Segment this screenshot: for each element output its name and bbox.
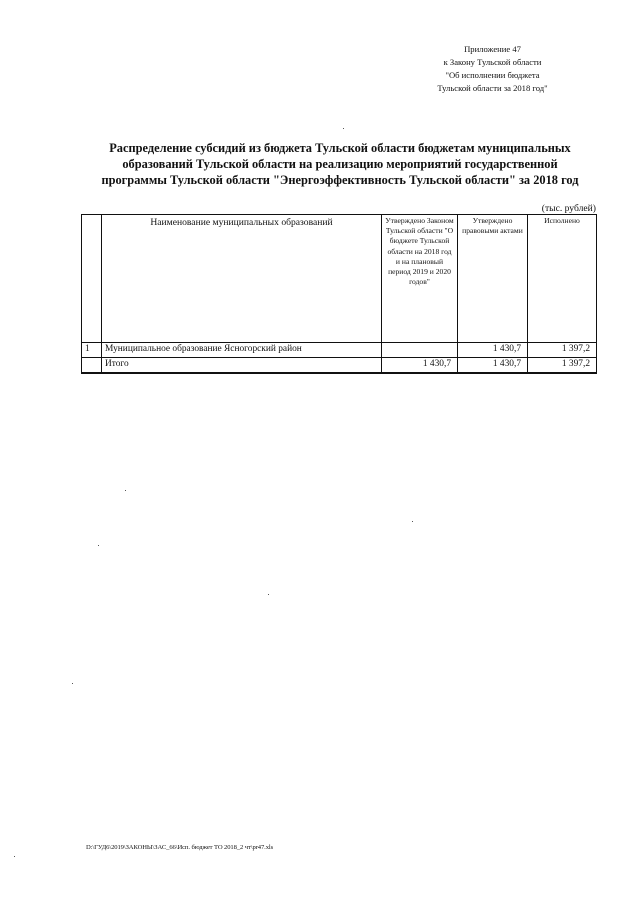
units-label: (тыс. рублей) bbox=[541, 203, 596, 214]
row-approved-acts: 1 430,7 bbox=[458, 343, 528, 358]
title-line-2: образований Тульской области на реализацию мероприятий государственной bbox=[122, 157, 558, 171]
header-name: Наименование муниципальных образований bbox=[102, 215, 382, 343]
header-executed: Исполнено bbox=[528, 215, 597, 343]
header-num bbox=[82, 215, 102, 343]
title-line-3: программы Тульской области "Энергоэффективность Тульской области" за 2018 год bbox=[101, 173, 579, 187]
total-approved-acts: 1 430,7 bbox=[458, 358, 528, 374]
total-label: Итого bbox=[102, 358, 382, 374]
header-approved-acts: Утверждено правовыми актами bbox=[458, 215, 528, 343]
appendix-line-1: Приложение 47 bbox=[464, 44, 521, 54]
appendix-line-3: "Об исполнении бюджета bbox=[445, 70, 540, 80]
scan-speck bbox=[72, 683, 73, 684]
header-approved-law: Утверждено Законом Тульской области "О бюджете Тульской области на 2018 год и на плановый период 2019 и 2020 годов" bbox=[382, 215, 458, 343]
table-total-row bbox=[82, 358, 597, 374]
appendix-line-2: к Закону Тульской области bbox=[443, 57, 542, 67]
scan-speck bbox=[268, 594, 269, 595]
row-executed: 1 397,2 bbox=[528, 343, 597, 358]
table-header-row bbox=[82, 215, 597, 343]
scan-speck bbox=[14, 856, 15, 857]
scan-speck bbox=[125, 490, 126, 491]
title-line-1: Распределение субсидий из бюджета Тульской области бюджетам муниципальных bbox=[109, 141, 571, 155]
appendix-line-4: Тульской области за 2018 год" bbox=[437, 83, 548, 93]
row-approved-law bbox=[382, 343, 458, 358]
appendix-block bbox=[405, 43, 580, 95]
total-approved-law: 1 430,7 bbox=[382, 358, 458, 374]
scan-speck bbox=[98, 545, 99, 546]
row-name: Муниципальное образование Ясногорский район bbox=[102, 343, 382, 358]
total-num bbox=[82, 358, 102, 374]
file-path-footer: D:\ГУД6\2019\ЗАКОНЫ\ЗАС_66\Исп. бюджет ТО 2018_2 чт\pr47.xls bbox=[86, 844, 274, 851]
document-title bbox=[70, 140, 610, 188]
table-row bbox=[82, 343, 597, 358]
row-num: 1 bbox=[82, 343, 102, 358]
scan-speck bbox=[343, 128, 344, 129]
subsidy-table bbox=[81, 214, 597, 374]
total-executed: 1 397,2 bbox=[528, 358, 597, 374]
scan-speck bbox=[412, 521, 413, 522]
